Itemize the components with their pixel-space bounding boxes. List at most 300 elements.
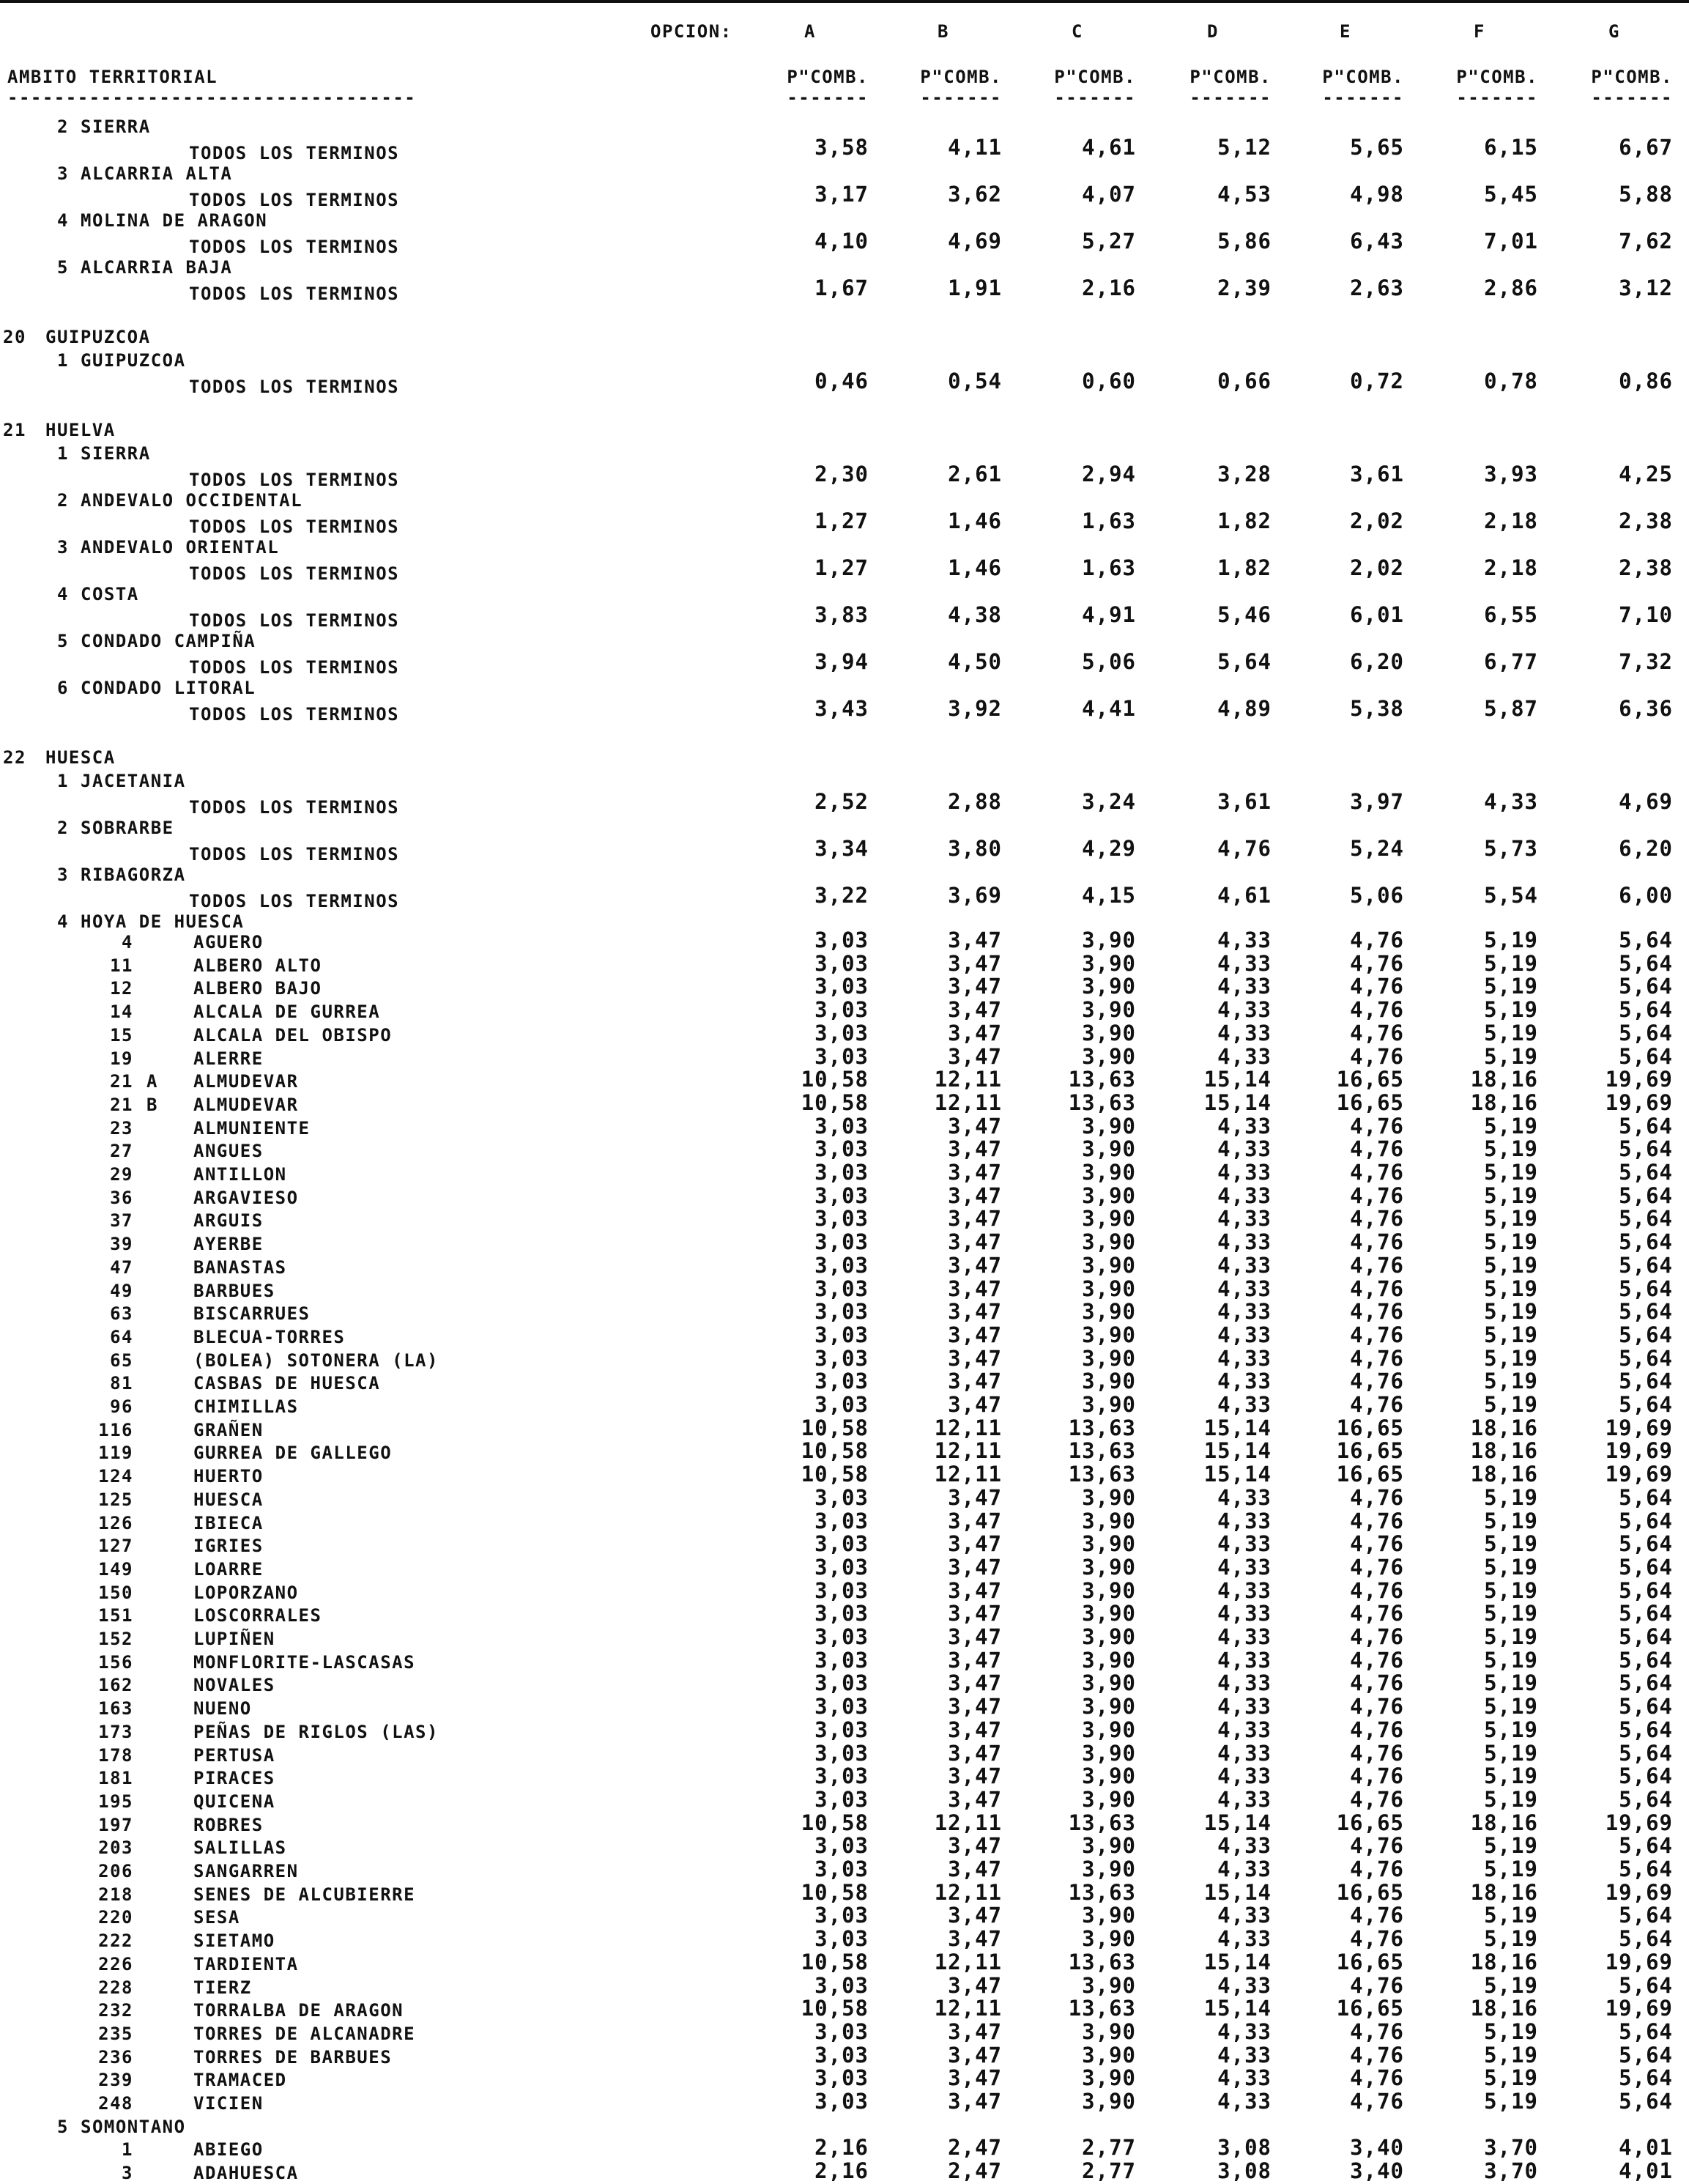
municipality-name: BISCARRUES — [193, 1303, 311, 1325]
value-cell: 5,19 — [1484, 1577, 1538, 1603]
value-cell: 3,03 — [814, 1763, 869, 1789]
value-cell: 3,90 — [1082, 1508, 1136, 1533]
value-cell: 3,03 — [814, 2018, 869, 2044]
value-cell: 7,01 — [1484, 229, 1538, 253]
value-cell: 4,33 — [1217, 1694, 1272, 1720]
municipality-code: 173 — [98, 1721, 133, 1742]
value-cell: 5,64 — [1619, 1508, 1673, 1533]
value-cell: 5,64 — [1619, 1276, 1673, 1301]
municipality-name: ALERRE — [193, 1048, 264, 1069]
municipality-code: 197 — [98, 1814, 133, 1835]
value-cell: 18,16 — [1470, 1462, 1538, 1487]
value-cell: 16,65 — [1336, 1415, 1404, 1440]
value-cell: 4,33 — [1217, 1322, 1272, 1347]
value-cell: 19,69 — [1605, 1879, 1673, 1905]
value-cell: 2,47 — [948, 2158, 1002, 2184]
value-cell: 5,19 — [1484, 928, 1538, 952]
value-cell: 4,76 — [1350, 1369, 1404, 1394]
comarca-name: SOMONTANO — [81, 2116, 186, 2137]
municipality-code: 21 — [110, 1071, 133, 1092]
value-cell: 4,91 — [1082, 602, 1136, 627]
value-cell: 4,76 — [1217, 836, 1272, 861]
value-cell: 5,19 — [1484, 1322, 1538, 1347]
municipality-name: VICIEN — [193, 2093, 264, 2114]
all-terms-label: TODOS LOS TERMINOS — [189, 377, 400, 397]
value-cell: 16,65 — [1336, 1949, 1404, 1974]
value-cell: 18,16 — [1470, 1438, 1538, 1464]
municipality-name: TORRES DE BARBUES — [193, 2046, 393, 2068]
value-cell: 4,33 — [1217, 1670, 1272, 1696]
value-cell: 5,19 — [1484, 1182, 1538, 1208]
value-cell: 2,02 — [1350, 555, 1404, 580]
value-cell: 5,19 — [1484, 1647, 1538, 1673]
value-cell: 3,47 — [948, 1694, 1002, 1720]
value-cell: 6,67 — [1619, 135, 1673, 160]
value-cell: 5,64 — [1619, 1694, 1673, 1720]
municipality-name: ARGAVIESO — [193, 1187, 299, 1208]
value-cell: 3,97 — [1350, 789, 1404, 814]
value-cell: 5,12 — [1217, 135, 1272, 160]
value-cell: 3,47 — [948, 1670, 1002, 1696]
municipality-code: 12 — [110, 978, 133, 999]
value-cell: 3,34 — [814, 836, 869, 861]
value-cell: 3,47 — [948, 1972, 1002, 1998]
value-cell: 4,33 — [1217, 1740, 1272, 1766]
municipality-name: HUERTO — [193, 1466, 264, 1487]
municipality-name: TORRALBA DE ARAGON — [193, 2000, 404, 2021]
value-cell: 4,76 — [1350, 1322, 1404, 1347]
value-cell: 6,43 — [1350, 229, 1404, 253]
value-cell: 4,33 — [1217, 1043, 1272, 1069]
value-cell: 3,03 — [814, 1786, 869, 1812]
value-cell: 5,19 — [1484, 1717, 1538, 1742]
comarca-number: 1 — [57, 443, 69, 464]
value-cell: 5,64 — [1619, 1926, 1673, 1952]
comarca-name: JACETANIA — [81, 771, 186, 791]
municipality-name: ANGUES — [193, 1141, 264, 1162]
value-cell: 2,61 — [948, 462, 1002, 486]
value-cell: 3,47 — [948, 1229, 1002, 1255]
value-cell: 3,03 — [814, 950, 869, 976]
value-cell: 10,58 — [801, 1996, 869, 2021]
comarca-name: ANDEVALO OCCIDENTAL — [81, 490, 303, 511]
municipality-name: HUESCA — [193, 1489, 264, 1510]
value-cell: 3,90 — [1082, 1484, 1136, 1510]
value-cell: 3,90 — [1082, 1113, 1136, 1139]
column-dash-b: ------- — [920, 87, 1002, 108]
comarca-name: ALCARRIA BAJA — [81, 257, 233, 278]
value-cell: 3,40 — [1350, 2158, 1404, 2184]
value-cell: 3,03 — [814, 1113, 869, 1139]
value-cell: 1,82 — [1217, 508, 1272, 533]
province-name: HUESCA — [45, 747, 116, 768]
top-rule — [0, 0, 1689, 3]
value-cell: 3,90 — [1082, 1577, 1136, 1603]
value-cell: 5,19 — [1484, 974, 1538, 999]
all-terms-label: TODOS LOS TERMINOS — [189, 517, 400, 537]
municipality-code: 37 — [110, 1210, 133, 1232]
value-cell: 4,76 — [1350, 974, 1404, 999]
value-cell: 4,10 — [814, 229, 869, 253]
column-dash-f: ------- — [1456, 87, 1538, 108]
value-cell: 5,19 — [1484, 1136, 1538, 1162]
value-cell: 3,03 — [814, 1508, 869, 1533]
value-cell: 4,53 — [1217, 182, 1272, 207]
value-cell: 3,90 — [1082, 2065, 1136, 2091]
municipality-code: 19 — [110, 1048, 133, 1069]
value-cell: 5,19 — [1484, 2065, 1538, 2091]
value-cell: 6,36 — [1619, 696, 1673, 721]
comarca-number: 4 — [57, 584, 69, 604]
comarca-name: SIERRA — [81, 443, 151, 464]
municipality-name: ABIEGO — [193, 2139, 264, 2161]
value-cell: 16,65 — [1336, 1996, 1404, 2021]
value-cell: 5,19 — [1484, 1299, 1538, 1325]
value-cell: 4,33 — [1217, 1717, 1272, 1742]
value-cell: 5,64 — [1619, 1136, 1673, 1162]
value-cell: 4,33 — [1484, 789, 1538, 814]
value-cell: 3,90 — [1082, 1647, 1136, 1673]
value-cell: 3,03 — [814, 1322, 869, 1347]
municipality-name: SANGARREN — [193, 1861, 299, 1881]
value-cell: 3,03 — [814, 1299, 869, 1325]
value-cell: 4,76 — [1350, 1926, 1404, 1952]
value-cell: 5,64 — [1619, 1369, 1673, 1394]
value-cell: 4,33 — [1217, 1647, 1272, 1673]
comarca-name: GUIPUZCOA — [81, 350, 186, 371]
municipality-code: 156 — [98, 1651, 133, 1673]
value-cell: 5,46 — [1217, 602, 1272, 627]
municipality-name: ALMUNIENTE — [193, 1117, 311, 1139]
value-cell: 15,14 — [1203, 1810, 1272, 1835]
value-cell: 3,90 — [1082, 1670, 1136, 1696]
value-cell: 13,63 — [1068, 1415, 1136, 1440]
value-cell: 4,76 — [1350, 1392, 1404, 1417]
value-cell: 3,90 — [1082, 1857, 1136, 1881]
municipality-code: 119 — [98, 1443, 133, 1464]
value-cell: 4,33 — [1217, 1554, 1272, 1580]
value-cell: 3,47 — [948, 1554, 1002, 1580]
value-cell: 4,76 — [1350, 1717, 1404, 1742]
value-cell: 5,64 — [1619, 1857, 1673, 1881]
value-cell: 3,47 — [948, 1508, 1002, 1533]
municipality-name: ADAHUESCA — [193, 2163, 299, 2184]
value-cell: 4,76 — [1350, 1160, 1404, 1185]
value-cell: 2,88 — [948, 789, 1002, 814]
value-cell: 5,19 — [1484, 1043, 1538, 1069]
value-cell: 3,90 — [1082, 1694, 1136, 1720]
value-cell: 5,19 — [1484, 1113, 1538, 1139]
value-cell: 18,16 — [1470, 1810, 1538, 1835]
municipality-name: SESA — [193, 1907, 240, 1928]
value-cell: 3,47 — [948, 1786, 1002, 1812]
value-cell: 3,90 — [1082, 1763, 1136, 1789]
value-cell: 10,58 — [801, 1067, 869, 1092]
value-cell: 12,11 — [934, 1067, 1002, 1092]
value-cell: 5,64 — [1619, 2065, 1673, 2091]
value-cell: 5,64 — [1619, 1322, 1673, 1347]
value-cell: 4,76 — [1350, 1043, 1404, 1069]
value-cell: 4,41 — [1082, 696, 1136, 721]
value-cell: 5,64 — [1619, 1020, 1673, 1045]
value-cell: 4,76 — [1350, 1601, 1404, 1626]
all-terms-label: TODOS LOS TERMINOS — [189, 190, 400, 210]
value-cell: 3,08 — [1217, 2135, 1272, 2161]
value-cell: 6,20 — [1619, 836, 1673, 861]
value-cell: 2,30 — [814, 462, 869, 486]
all-terms-label: TODOS LOS TERMINOS — [189, 797, 400, 818]
value-cell: 13,63 — [1068, 1810, 1136, 1835]
municipality-code: 63 — [110, 1303, 133, 1325]
value-cell: 3,61 — [1217, 789, 1272, 814]
value-cell: 3,47 — [948, 1322, 1002, 1347]
value-cell: 5,64 — [1619, 1113, 1673, 1139]
municipality-name: ALBERO ALTO — [193, 955, 322, 976]
value-cell: 3,03 — [814, 1601, 869, 1626]
value-cell: 5,64 — [1619, 928, 1673, 952]
value-cell: 3,90 — [1082, 1717, 1136, 1742]
value-cell: 3,22 — [814, 883, 869, 908]
municipality-name: TRAMACED — [193, 2070, 287, 2091]
value-cell: 4,11 — [948, 135, 1002, 160]
municipality-code: 150 — [98, 1582, 133, 1603]
value-cell: 3,90 — [1082, 997, 1136, 1023]
value-cell: 2,77 — [1082, 2135, 1136, 2161]
value-cell: 4,01 — [1619, 2135, 1673, 2161]
value-cell: 4,01 — [1619, 2158, 1673, 2184]
value-cell: 5,19 — [1484, 1229, 1538, 1255]
province-name: GUIPUZCOA — [45, 327, 151, 347]
value-cell: 4,33 — [1217, 1136, 1272, 1162]
value-cell: 3,47 — [948, 1857, 1002, 1881]
municipality-name: QUICENA — [193, 1791, 275, 1812]
value-cell: 5,64 — [1619, 1206, 1673, 1232]
value-cell: 3,90 — [1082, 1206, 1136, 1232]
option-letter-b: B — [938, 21, 949, 42]
comarca-number: 1 — [57, 771, 69, 791]
municipality-code: 220 — [98, 1907, 133, 1928]
value-cell: 4,33 — [1217, 1926, 1272, 1952]
value-cell: 4,25 — [1619, 462, 1673, 486]
value-cell: 0,54 — [948, 369, 1002, 393]
value-cell: 4,33 — [1217, 1345, 1272, 1371]
value-cell: 5,19 — [1484, 1531, 1538, 1557]
value-cell: 4,33 — [1217, 974, 1272, 999]
value-cell: 13,63 — [1068, 1089, 1136, 1115]
value-cell: 12,11 — [934, 1810, 1002, 1835]
value-cell: 4,76 — [1350, 1252, 1404, 1278]
municipality-code: 65 — [110, 1350, 133, 1371]
municipality-name: AYERBE — [193, 1234, 264, 1255]
value-cell: 4,76 — [1350, 1299, 1404, 1325]
value-cell: 3,03 — [814, 928, 869, 952]
value-cell: 3,47 — [948, 1717, 1002, 1742]
value-cell: 5,19 — [1484, 1252, 1538, 1278]
comarca-number: 4 — [57, 210, 69, 231]
comarca-name: ANDEVALO ORIENTAL — [81, 537, 280, 558]
all-terms-label: TODOS LOS TERMINOS — [189, 891, 400, 911]
province-number: 21 — [3, 420, 26, 440]
value-cell: 5,64 — [1619, 974, 1673, 999]
value-cell: 5,64 — [1619, 2018, 1673, 2044]
value-cell: 5,19 — [1484, 1857, 1538, 1881]
value-cell: 4,76 — [1350, 997, 1404, 1023]
value-cell: 5,19 — [1484, 1160, 1538, 1185]
value-cell: 19,69 — [1605, 1949, 1673, 1974]
comarca-number: 3 — [57, 537, 69, 558]
value-cell: 3,58 — [814, 135, 869, 160]
value-cell: 4,76 — [1350, 2042, 1404, 2068]
value-cell: 3,43 — [814, 696, 869, 721]
comarca-name: HOYA DE HUESCA — [81, 911, 245, 932]
option-letter-e: E — [1340, 21, 1351, 42]
value-cell: 3,03 — [814, 1345, 869, 1371]
value-cell: 3,03 — [814, 2089, 869, 2114]
municipality-name: LOPORZANO — [193, 1582, 299, 1603]
value-cell: 4,15 — [1082, 883, 1136, 908]
value-cell: 3,90 — [1082, 928, 1136, 952]
value-cell: 3,47 — [948, 1252, 1002, 1278]
value-cell: 3,47 — [948, 1903, 1002, 1928]
value-cell: 4,76 — [1350, 1740, 1404, 1766]
municipality-code: 226 — [98, 1953, 133, 1974]
value-cell: 16,65 — [1336, 1462, 1404, 1487]
option-letter-d: D — [1207, 21, 1219, 42]
province-name: HUELVA — [45, 420, 116, 440]
value-cell: 5,19 — [1484, 1276, 1538, 1301]
value-cell: 5,19 — [1484, 1020, 1538, 1045]
municipality-code: 248 — [98, 2093, 133, 2114]
value-cell: 4,33 — [1217, 1508, 1272, 1533]
column-label-g: P"COMB. — [1591, 67, 1673, 87]
municipality-name: ARGUIS — [193, 1210, 264, 1232]
value-cell: 3,90 — [1082, 1601, 1136, 1626]
value-cell: 6,55 — [1484, 602, 1538, 627]
value-cell: 15,14 — [1203, 1438, 1272, 1464]
value-cell: 5,19 — [1484, 1763, 1538, 1789]
municipality-code: 162 — [98, 1675, 133, 1696]
value-cell: 7,32 — [1619, 649, 1673, 674]
value-cell: 10,58 — [801, 1949, 869, 1974]
value-cell: 3,03 — [814, 1577, 869, 1603]
value-cell: 6,77 — [1484, 649, 1538, 674]
value-cell: 3,90 — [1082, 1020, 1136, 1045]
value-cell: 13,63 — [1068, 1438, 1136, 1464]
value-cell: 2,47 — [948, 2135, 1002, 2161]
municipality-name: ALMUDEVAR — [193, 1071, 299, 1092]
value-cell: 4,76 — [1350, 1577, 1404, 1603]
value-cell: 18,16 — [1470, 1415, 1538, 1440]
value-cell: 4,33 — [1217, 1972, 1272, 1998]
value-cell: 5,64 — [1619, 2089, 1673, 2114]
value-cell: 3,03 — [814, 1926, 869, 1952]
value-cell: 3,47 — [948, 997, 1002, 1023]
municipality-code: 236 — [98, 2046, 133, 2068]
value-cell: 5,64 — [1619, 950, 1673, 976]
value-cell: 4,33 — [1217, 1903, 1272, 1928]
value-cell: 10,58 — [801, 1879, 869, 1905]
value-cell: 4,33 — [1217, 1369, 1272, 1394]
value-cell: 19,69 — [1605, 1462, 1673, 1487]
value-cell: 5,64 — [1619, 1299, 1673, 1325]
value-cell: 4,33 — [1217, 1484, 1272, 1510]
value-cell: 4,76 — [1350, 950, 1404, 976]
comarca-name: SIERRA — [81, 116, 151, 137]
municipality-subcode: A — [146, 1071, 158, 1092]
value-cell: 3,03 — [814, 1160, 869, 1185]
value-cell: 19,69 — [1605, 1067, 1673, 1092]
value-cell: 3,03 — [814, 1694, 869, 1720]
value-cell: 4,33 — [1217, 997, 1272, 1023]
value-cell: 3,47 — [948, 1020, 1002, 1045]
municipality-name: SENES DE ALCUBIERRE — [193, 1884, 416, 1905]
municipality-name: ROBRES — [193, 1814, 264, 1835]
value-cell: 5,64 — [1619, 1182, 1673, 1208]
column-dash-a: ------- — [787, 87, 869, 108]
value-cell: 5,64 — [1217, 649, 1272, 674]
value-cell: 3,47 — [948, 1182, 1002, 1208]
value-cell: 4,33 — [1217, 1206, 1272, 1232]
value-cell: 3,47 — [948, 1345, 1002, 1371]
value-cell: 2,39 — [1217, 275, 1272, 300]
municipality-code: 81 — [110, 1373, 133, 1394]
value-cell: 3,03 — [814, 1484, 869, 1510]
value-cell: 4,69 — [1619, 789, 1673, 814]
municipality-name: LOSCORRALES — [193, 1605, 322, 1626]
value-cell: 4,76 — [1350, 2018, 1404, 2044]
value-cell: 3,03 — [814, 1670, 869, 1696]
municipality-name: NOVALES — [193, 1675, 275, 1696]
value-cell: 5,19 — [1484, 1624, 1538, 1649]
value-cell: 4,76 — [1350, 1554, 1404, 1580]
value-cell: 3,03 — [814, 1740, 869, 1766]
municipality-code: 64 — [110, 1326, 133, 1347]
municipality-code: 235 — [98, 2023, 133, 2044]
value-cell: 3,90 — [1082, 1926, 1136, 1952]
municipality-name: BANASTAS — [193, 1256, 287, 1278]
value-cell: 12,11 — [934, 1089, 1002, 1115]
value-cell: 1,27 — [814, 555, 869, 580]
value-cell: 0,78 — [1484, 369, 1538, 393]
municipality-name: BLECUA-TORRES — [193, 1326, 346, 1347]
value-cell: 5,19 — [1484, 1833, 1538, 1859]
municipality-code: 151 — [98, 1605, 133, 1626]
value-cell: 4,61 — [1217, 883, 1272, 908]
value-cell: 2,18 — [1484, 508, 1538, 533]
municipality-code: 3 — [122, 2163, 133, 2184]
value-cell: 3,47 — [948, 974, 1002, 999]
municipality-code: 178 — [98, 1744, 133, 1766]
value-cell: 5,64 — [1619, 1392, 1673, 1417]
municipality-code: 96 — [110, 1396, 133, 1417]
value-cell: 5,19 — [1484, 1392, 1538, 1417]
value-cell: 13,63 — [1068, 1879, 1136, 1905]
value-cell: 3,47 — [948, 1043, 1002, 1069]
value-cell: 3,90 — [1082, 1160, 1136, 1185]
municipality-name: AGUERO — [193, 932, 264, 952]
value-cell: 2,86 — [1484, 275, 1538, 300]
value-cell: 3,90 — [1082, 2042, 1136, 2068]
value-cell: 5,19 — [1484, 2018, 1538, 2044]
value-cell: 4,33 — [1217, 928, 1272, 952]
value-cell: 3,62 — [948, 182, 1002, 207]
municipality-code: 14 — [110, 1002, 133, 1023]
value-cell: 3,03 — [814, 1276, 869, 1301]
value-cell: 5,19 — [1484, 1903, 1538, 1928]
value-cell: 5,64 — [1619, 1717, 1673, 1742]
value-cell: 5,19 — [1484, 2089, 1538, 2114]
value-cell: 5,64 — [1619, 1624, 1673, 1649]
